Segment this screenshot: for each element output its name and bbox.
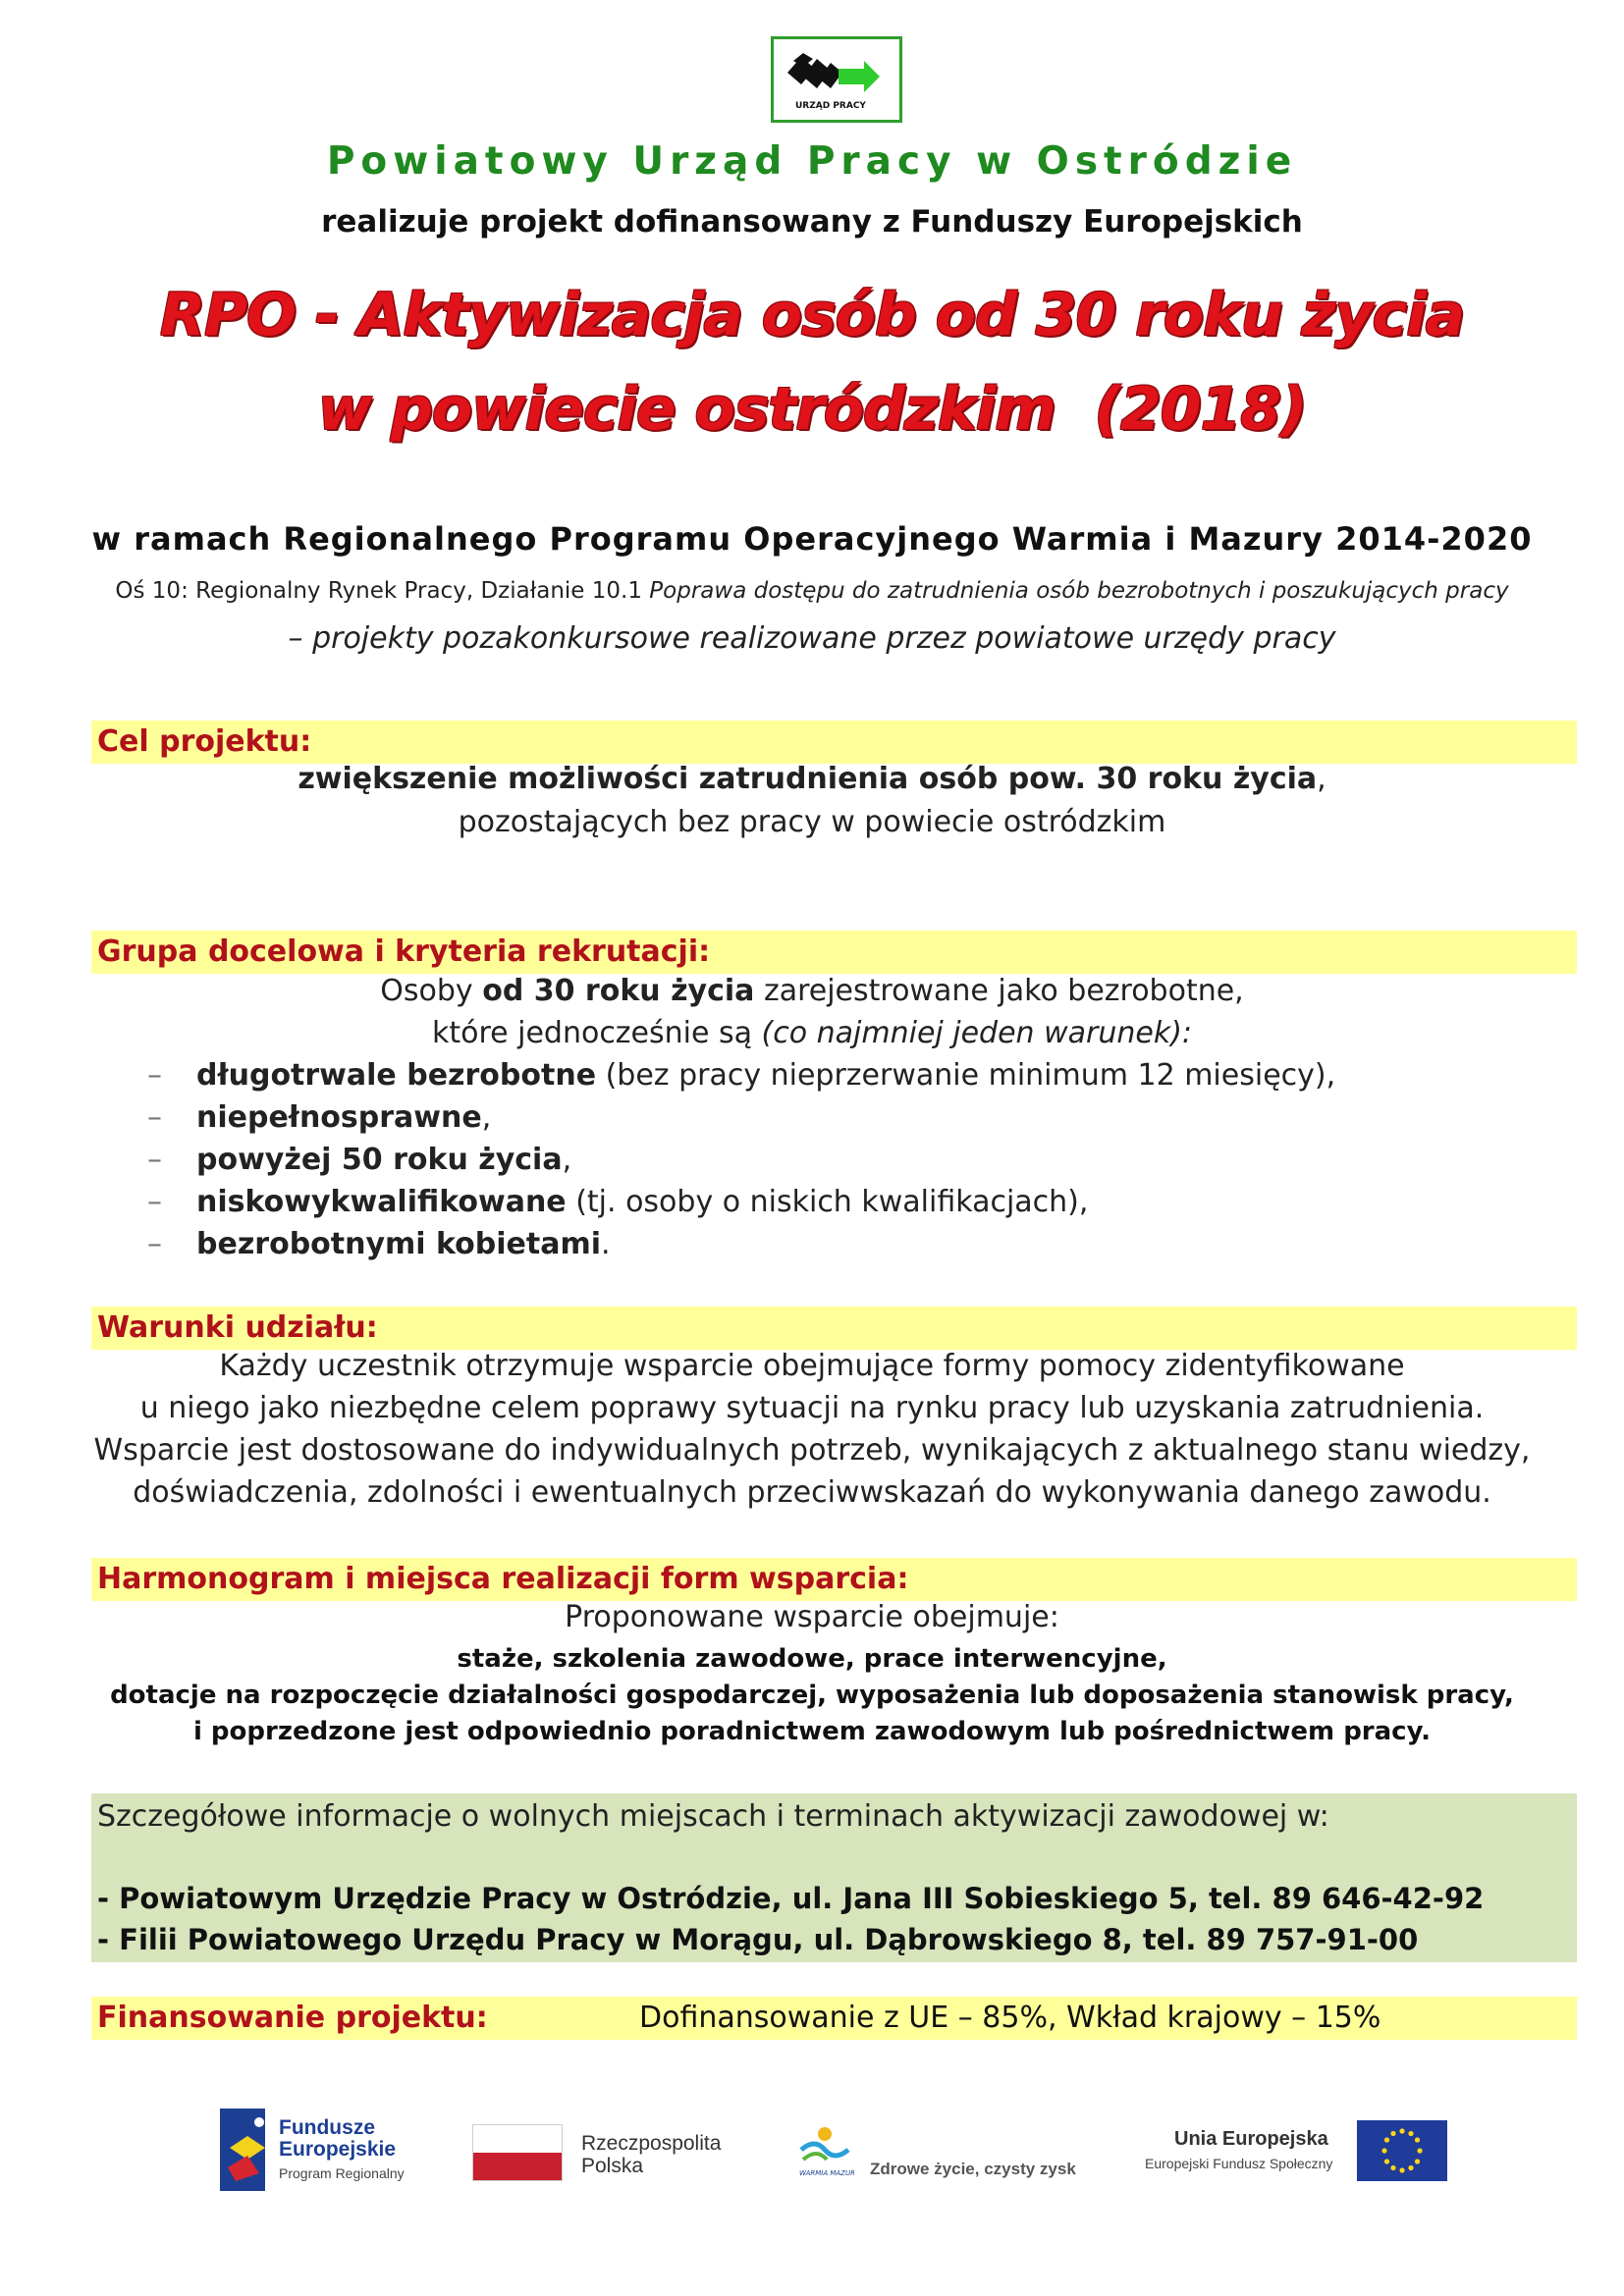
funding-heading: Finansowanie projektu: xyxy=(97,2001,488,2035)
subheading: realizuje projekt dofinansowany z Funduszy Europejskich xyxy=(321,204,1303,240)
schedule-line: dotacje na rozpoczęcie działalności gospodarczej, wyposażenia lub doposażenia stanowisk pracy, xyxy=(110,1681,1514,1710)
goal-line1 xyxy=(0,762,1624,796)
target-intro-bold: od 30 roku życia xyxy=(482,974,755,1008)
dash-bullet-icon: – xyxy=(147,1100,162,1135)
wm-mark: WARMIA MAZURY xyxy=(799,2169,854,2177)
fe-line1: Fundusze xyxy=(279,2116,375,2139)
criteria-item-rest: , xyxy=(562,1143,572,1177)
conditions-section-bar xyxy=(91,1307,1577,1350)
programme-line: w ramach Regionalnego Programu Operacyjnego Warmia i Mazury 2014-2020 xyxy=(91,520,1533,558)
criteria-item xyxy=(147,1143,571,1177)
schedule-section-bar xyxy=(91,1558,1577,1601)
goal-heading: Cel projektu: xyxy=(97,724,312,759)
urzad-pracy-logo-icon xyxy=(774,39,899,120)
contact-intro: Szczegółowe informacje o wolnych miejscach i terminach aktywizacji zawodowej w: xyxy=(97,1799,1329,1834)
criteria-item-bold: niskowykwalifikowane xyxy=(196,1185,567,1219)
goal-line1-bold: zwiększenie możliwości zatrudnienia osób pow. 30 roku życia xyxy=(298,762,1318,796)
goal-line2: pozostających bez pracy w powiecie ostródzkim xyxy=(458,805,1166,839)
axis-line xyxy=(0,578,1624,604)
fundusze-europejskie-logo-icon xyxy=(220,2109,279,2191)
warmia-mazury-logo-icon xyxy=(795,2120,854,2179)
eu-flag-icon xyxy=(1357,2120,1447,2181)
conditions-line: Wsparcie jest dostosowane do indywidualnych potrzeb, wynikających z aktualnego stanu wiedzy, xyxy=(93,1433,1531,1468)
criteria-item-rest: (tj. osoby o niskich kwalifikacjach), xyxy=(566,1185,1089,1219)
funding-section-bar xyxy=(91,1997,1577,2040)
polish-flag-icon xyxy=(472,2124,563,2181)
eu-line1: Unia Europejska xyxy=(1174,2128,1328,2150)
criteria-item-rest: , xyxy=(481,1100,492,1135)
axis-measure: Poprawa dostępu do zatrudnienia osób bezrobotnych i poszukujących pracy xyxy=(649,578,1509,604)
criteria-item-bold: bezrobotnymi kobietami xyxy=(196,1227,602,1261)
fe-line2: Europejskie xyxy=(279,2138,397,2161)
schedule-line: staże, szkolenia zawodowe, prace interwencyjne, xyxy=(457,1644,1167,1674)
wm-slogan: Zdrowe życie, czysty zysk xyxy=(870,2160,1076,2178)
dash-bullet-icon: – xyxy=(147,1185,162,1219)
target-intro2-italic: (co najmniej jeden warunek): xyxy=(761,1016,1193,1050)
rp-line2: Polska xyxy=(581,2155,644,2177)
conditions-heading: Warunki udziału: xyxy=(97,1310,378,1345)
contact-line-ostroda: - Powiatowym Urzędzie Pracy w Ostródzie, ul. Jana III Sobieskiego 5, tel. 89 646-42-92 xyxy=(97,1882,1485,1915)
criteria-item-bold: niepełnosprawne xyxy=(196,1100,482,1135)
logo-caption: URZĄD PRACY xyxy=(795,101,866,111)
urzad-pracy-logo xyxy=(771,36,902,123)
conditions-line: u niego jako niezbędne celem poprawy sytuacji na rynku pracy lub uzyskania zatrudnienia. xyxy=(139,1391,1485,1425)
target-intro-pre: Osoby xyxy=(380,974,483,1008)
target-intro xyxy=(0,974,1624,1008)
criteria-item xyxy=(147,1185,1088,1219)
organization-name: Powiatowy Urząd Pracy w Ostródzie xyxy=(326,139,1298,184)
schedule-heading: Harmonogram i miejsca realizacji form wsparcia: xyxy=(97,1562,909,1596)
funding-text: Dofinansowanie z UE – 85%, Wkład krajowy – 15% xyxy=(639,2001,1381,2035)
criteria-item xyxy=(147,1227,611,1261)
criteria-item-bold: długotrwale bezrobotne xyxy=(196,1058,597,1093)
projects-line: – projekty pozakonkursowe realizowane przez powiatowe urzędy pracy xyxy=(288,621,1336,656)
criteria-item-rest: (bez pracy nieprzerwanie minimum 12 miesięcy), xyxy=(596,1058,1336,1093)
criteria-item xyxy=(147,1100,491,1135)
target-intro2 xyxy=(0,1016,1624,1050)
criteria-item-bold: powyżej 50 roku życia xyxy=(196,1143,563,1177)
contact-line-moragu: - Filii Powiatowego Urzędu Pracy w Morągu, ul. Dąbrowskiego 8, tel. 89 757-91-00 xyxy=(97,1923,1419,1956)
rp-line1: Rzeczpospolita xyxy=(581,2132,722,2155)
goal-line1-tail: , xyxy=(1317,762,1326,796)
conditions-line: Każdy uczestnik otrzymuje wsparcie obejmujące formy pomocy zidentyfikowane xyxy=(219,1349,1405,1383)
criteria-item-rest: . xyxy=(601,1227,611,1261)
fe-line3: Program Regionalny xyxy=(279,2165,405,2181)
target-intro2-pre: które jednocześnie są xyxy=(431,1016,762,1050)
dash-bullet-icon: – xyxy=(147,1143,162,1177)
contact-info-box xyxy=(91,1793,1577,1962)
target-intro-post: zarejestrowane jako bezrobotne, xyxy=(754,974,1244,1008)
goal-section-bar xyxy=(91,721,1577,764)
project-title-line1: RPO - Aktywizacja osób od 30 roku życia xyxy=(159,281,1465,349)
conditions-line: doświadczenia, zdolności i ewentualnych przeciwwskazań do wykonywania danego zawodu. xyxy=(133,1475,1491,1510)
dash-bullet-icon: – xyxy=(147,1227,162,1261)
schedule-line: i poprzedzone jest odpowiednio poradnictwem zawodowym lub pośrednictwem pracy. xyxy=(192,1717,1432,1746)
criteria-item xyxy=(147,1058,1335,1093)
axis-prefix: Oś 10: Regionalny Rynek Pracy, Działanie 10.1 xyxy=(115,578,650,604)
eu-line2: Europejski Fundusz Społeczny xyxy=(1145,2156,1333,2171)
target-section-bar xyxy=(91,931,1577,974)
target-heading: Grupa docelowa i kryteria rekrutacji: xyxy=(97,934,711,969)
dash-bullet-icon: – xyxy=(147,1058,162,1093)
project-title-line2: w powiecie ostródzkim (2018) xyxy=(317,375,1307,444)
schedule-intro: Proponowane wsparcie obejmuje: xyxy=(565,1600,1059,1634)
